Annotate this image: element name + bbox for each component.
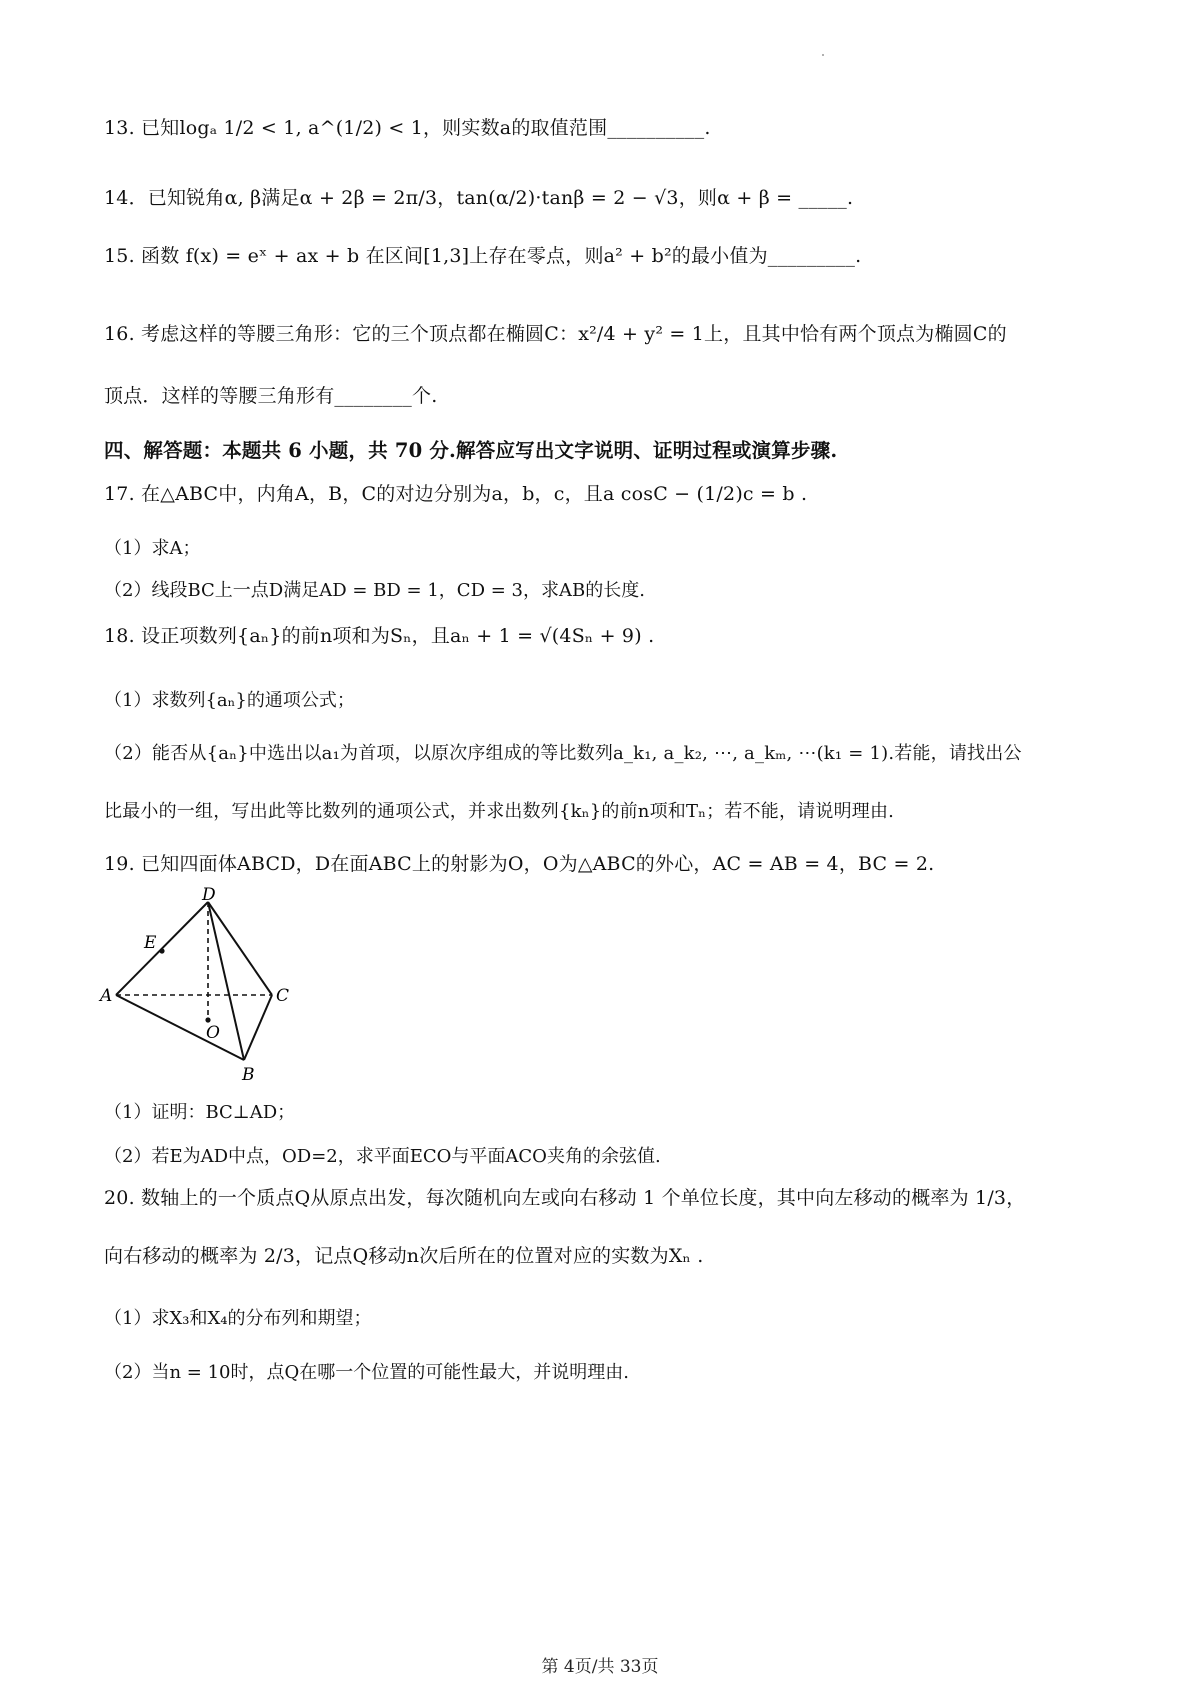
edge-CB — [244, 995, 272, 1060]
tetrahedron-figure — [96, 880, 316, 1090]
problem-17: 17. 在△ABC中，内角A，B，C的对边分别为a，b，c，且a cosC − (1/2)c = b . — [104, 483, 808, 505]
label-O: O — [206, 1023, 220, 1043]
edge-AB — [116, 995, 244, 1060]
problem-18-part2-line2: 比最小的一组，写出此等比数列的通项公式，并求出数列{kₙ}的前n项和Tₙ；若不能，请说明理由. — [104, 801, 895, 822]
label-B: B — [242, 1065, 255, 1085]
problem-17-part2: （2）线段BC上一点D满足AD = BD = 1，CD = 3，求AB的长度. — [104, 580, 645, 601]
problem-20-line1: 20. 数轴上的一个质点Q从原点出发，每次随机向左或向右移动 1 个单位长度，其中向左移动的概率为 1/3， — [104, 1187, 1026, 1209]
problem-20-line2: 向右移动的概率为 2/3，记点Q移动n次后所在的位置对应的实数为Xₙ . — [104, 1245, 704, 1267]
point-E — [159, 948, 164, 953]
label-A: A — [100, 986, 113, 1006]
problem-18-part1: （1）求数列{aₙ}的通项公式； — [104, 690, 355, 711]
page-footer: 第 4页/共 33页 — [541, 1657, 659, 1677]
problem-18-part2-line1: （2）能否从{aₙ}中选出以a₁为首项，以原次序组成的等比数列a_k₁, a_k₂, ⋯, a_kₘ, ⋯(k₁ = 1).若能，请找出公 — [104, 743, 1022, 764]
label-E: E — [144, 933, 157, 953]
problem-19-part1: （1）证明：BC⊥AD； — [104, 1102, 296, 1123]
problem-19: 19. 已知四面体ABCD，D在面ABC上的射影为O，O为△ABC的外心，AC = AB = 4，BC = 2. — [104, 853, 935, 875]
problem-13: 13. 已知logₐ 1/2 < 1, a^(1/2) < 1，则实数a的取值范围__________. — [104, 117, 711, 139]
label-C: C — [276, 986, 290, 1006]
problem-20-part2: （2）当n = 10时，点Q在哪一个位置的可能性最大，并说明理由. — [104, 1362, 629, 1383]
problem-19-part2: （2）若E为AD中点，OD=2，求平面ECO与平面ACO夹角的余弦值. — [104, 1146, 661, 1167]
label-D: D — [202, 885, 216, 905]
problem-14: 14．已知锐角α, β满足α + 2β = 2π/3，tan(α/2)·tanβ = 2 − √3，则α + β = _____. — [104, 187, 854, 209]
problem-17-part1: （1）求A； — [104, 538, 201, 559]
speck — [822, 54, 824, 56]
problem-20-part1: （1）求X₃和X₄的分布列和期望； — [104, 1308, 372, 1329]
problem-16-line1: 16. 考虑这样的等腰三角形：它的三个顶点都在椭圆C：x²/4 + y² = 1上，且其中恰有两个顶点为椭圆C的 — [104, 323, 1007, 345]
problem-16-line2: 顶点．这样的等腰三角形有________个. — [104, 385, 438, 407]
problem-15: 15. 函数 f(x) = eˣ + ax + b 在区间[1,3]上存在零点，则a² + b²的最小值为_________. — [104, 245, 862, 267]
section-4-heading: 四、解答题：本题共 6 小题，共 70 分.解答应写出文字说明、证明过程或演算步骤. — [104, 439, 838, 462]
problem-18: 18. 设正项数列{aₙ}的前n项和为Sₙ，且aₙ + 1 = √(4Sₙ + 9) . — [104, 625, 655, 647]
point-O — [205, 1017, 210, 1022]
